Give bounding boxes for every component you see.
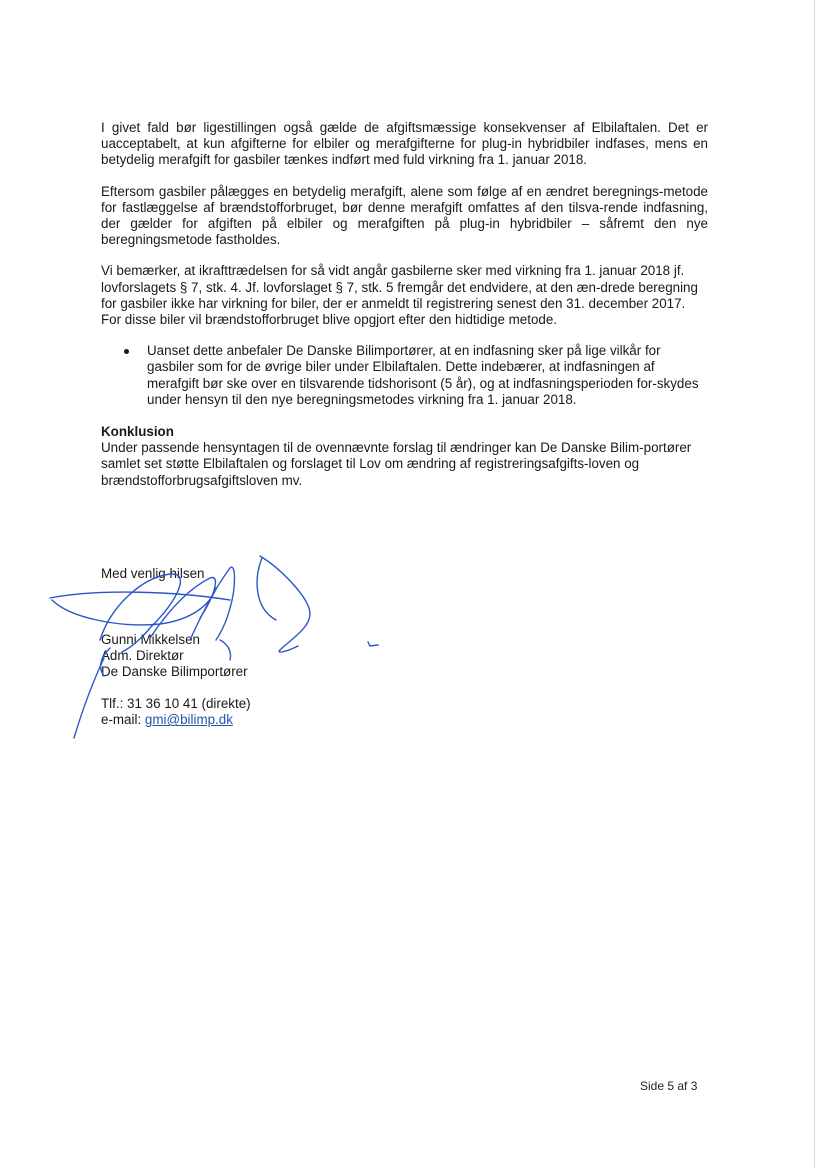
paragraph-1: I givet fald bør ligestillingen også gælde de afgiftsmæssige konsekvenser af Elbilaftalen. Det er uacceptabelt, at kun afgifterne for elbiler og merafgifterne for plug-in hybridbiler indfases, mens en betydelig merafgift for gasbiler tænkes indført med fuld virkning fra 1. januar 2018. xyxy=(101,120,708,168)
paragraph-2: Eftersom gasbiler pålægges en betydelig merafgift, alene som følge af en ændret beregnings-metode for fastlæggelse af brændstofforbruget, bør denne merafgift omfattes af den tilsva-rende indfasning, der gælder for afgiften på elbiler og merafgiften på plug-in hybridbiler – såfremt den nye beregningsmetode fastholdes. xyxy=(101,183,708,248)
paragraph-3: Vi bemærker, at ikrafttrædelsen for så vidt angår gasbilerne sker med virkning fra 1. januar 2018 jf. lovforslagets § 7, stk. 4. Jf. lovforslaget § 7, stk. 5 fremgår det endvidere, at den æn-drede beregning for gasbiler ikke har virkning for biler, der er anmeldt til registrering senest den 31. december 2017. For disse biler vil brændstofforbruget blive opgjort efter den hidtidige metode. xyxy=(101,263,698,328)
email-label: e-mail: xyxy=(101,712,145,728)
signatory-name: Gunni Mikkelsen xyxy=(101,632,200,647)
page-number: Side 5 af 3 xyxy=(640,1079,698,1093)
scan-edge-line xyxy=(814,0,815,1168)
signatory-organization: De Danske Bilimportører xyxy=(101,664,248,680)
bullet-icon xyxy=(124,349,129,354)
conclusion-heading: Konklusion xyxy=(101,424,174,440)
signatory-title: Adm. Direktør xyxy=(101,648,184,664)
stray-ink-mark xyxy=(366,640,380,648)
list-item-text: Uanset dette anbefaler De Danske Bilimportører, at en indfasning sker på lige vilkår for gasbiler som for de øvrige biler under Elbilaftalen. Dette indebærer, at indfasningen af merafgift bør ske over en tilsvarende tidshorisont (5 år), og at indfasningsperioden for-skydes under hensyn til den nye beregningsmetodes virkning fra 1. januar 2018. xyxy=(147,343,699,407)
conclusion-text: Under passende hensyntagen til de ovennævnte forslag til ændringer kan De Danske Bilim-portører samlet set støtte Elbilaftalen og forslaget til Lov om ændring af registreringsafgifts-loven og brændstofforbrugsafgiftsloven mv. xyxy=(101,440,692,488)
handwritten-signature xyxy=(40,548,340,748)
closing-greeting: Med venlig hilsen xyxy=(101,566,205,581)
list-item xyxy=(101,343,708,408)
email-link[interactable]: gmi@bilimp.dk xyxy=(144,712,233,728)
letter-body xyxy=(101,120,708,504)
recommendation-list xyxy=(101,343,708,408)
contact-phone: Tlf.: 31 36 10 41 (direkte) xyxy=(101,696,251,711)
